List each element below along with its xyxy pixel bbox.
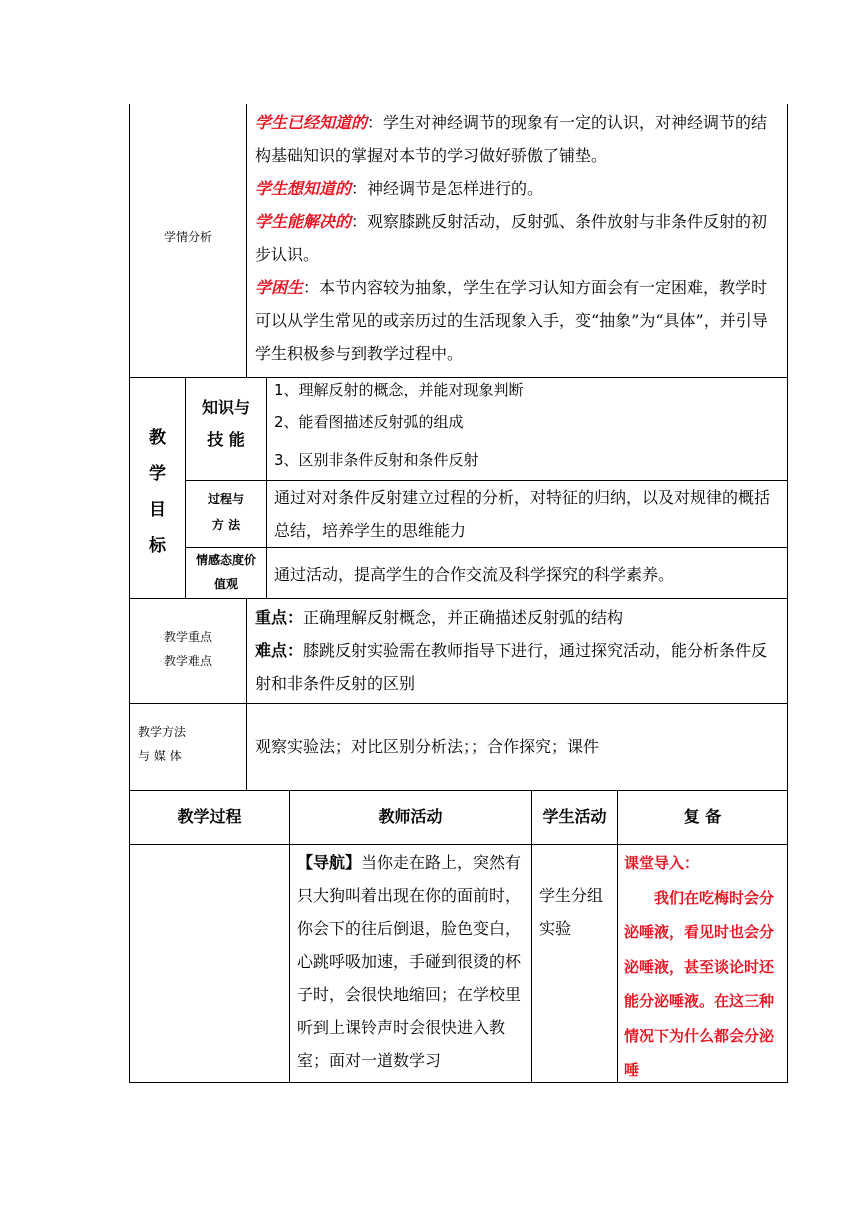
table-row-divider: [129, 598, 787, 599]
knowledge-label: 知识与 技 能: [201, 398, 250, 449]
methods-label: 教学方法 与 媒 体: [138, 725, 187, 763]
knowledge-item: 2、能看图描述反射弧的组成: [274, 413, 464, 431]
emotion-text: 通过活动，提高学生的合作交流及科学探究的科学素养。: [274, 565, 675, 584]
emotion-label: 情感态度价 值观: [195, 553, 256, 591]
can-text: ：观察膝跳反射活动，反射弧、条件放射与非条件反射的初步认识。: [255, 212, 768, 264]
want-paragraph: [255, 172, 781, 205]
methods-text: 观察实验法；对比区别分析法；；合作探究；课件: [255, 737, 600, 756]
want-text: ：神经调节是怎样进行的。: [351, 179, 544, 198]
table-row-divider: [129, 844, 788, 845]
knowledge-item: 1、理解反射的概念，并能对现象判断: [274, 381, 524, 399]
keypoints-label: 教学重点 教学难点: [163, 630, 212, 668]
teacher-nav-label: 【导航】: [297, 853, 362, 872]
known-paragraph: [255, 106, 781, 172]
hard-paragraph: [255, 634, 781, 700]
table-row-divider: [185, 547, 787, 548]
table-divider: [266, 377, 267, 598]
process-label: 过程与 方 法: [207, 492, 244, 532]
table-divider: [246, 598, 247, 790]
header-teacher: 教师活动: [378, 807, 443, 826]
xueqing-label: 学情分析: [163, 230, 212, 244]
diff-label: 学困生: [255, 278, 304, 297]
table-border-top: [129, 790, 788, 791]
table-divider: [289, 790, 290, 1082]
knowledge-item: 3、区别非条件反射和条件反射: [274, 451, 479, 469]
teacher-text: 当你走在路上，突然有只大狗叫着出现在你的面前时，你会下的往后倒退，脸色变白，心跳呼吸加速，手碰到很烫的杯子时，会很快地缩回；在学校里听到上课铃声时会很快进入教室；面对一道数学习: [297, 853, 522, 1070]
diff-text: ：本节内容较为抽象，学生在学习认知方面会有一定困难，教学时可以从学生常见的或亲历过的生活现象入手，变“抽象”为“具体”，并引导学生积极参与到教学过程中。: [255, 278, 768, 363]
hard-label: 难点：: [255, 641, 304, 660]
can-label: 学生能解决的: [255, 212, 352, 231]
table-border-left: [129, 790, 130, 1082]
keypoints-content: [255, 601, 781, 700]
known-text: ：学生对神经调节的现象有一定的认识，对神经调节的结构基础知识的掌握对本节的学习做好骄傲了铺垫。: [255, 113, 768, 165]
key-label: 重点：: [255, 608, 304, 627]
can-paragraph: [255, 205, 781, 271]
knowledge-items: [274, 378, 782, 472]
objectives-label: 教 学 目 标: [149, 428, 166, 556]
process-text: 通过对对条件反射建立过程的分析，对特征的归纳，以及对规律的概括总结，培养学生的思维能力: [274, 488, 771, 540]
review-text: 我们在吃梅时会分泌唾液，看见时也会分泌唾液，甚至谈论时还能分泌唾液。在这三种情况下为什么都会分泌唾: [624, 888, 775, 1079]
want-label: 学生想知道的: [255, 179, 352, 198]
table-border-bottom: [129, 1082, 788, 1083]
key-paragraph: [255, 601, 781, 634]
table-divider: [617, 790, 618, 1082]
xueqing-content: [255, 106, 781, 370]
header-review: 复 备: [683, 807, 722, 826]
table-row-divider: [129, 703, 787, 704]
key-text: 正确理解反射概念，并正确描述反射弧的结构: [303, 608, 624, 627]
review-title: 课堂导入：: [624, 854, 700, 872]
header-student: 学生活动: [542, 807, 607, 826]
table-divider: [246, 104, 247, 377]
known-label: 学生已经知道的: [255, 113, 368, 132]
table-border-right: [787, 104, 788, 790]
table-divider: [531, 790, 532, 1082]
hard-text: 膝跳反射实验需在教师指导下进行，通过探究活动，能分析条件反射和非条件反射的区别: [255, 641, 768, 693]
header-process: 教学过程: [177, 807, 242, 826]
table-border-right: [787, 790, 788, 1082]
review-content: [624, 846, 784, 1080]
teacher-activity: [297, 846, 525, 1080]
diff-paragraph: [255, 271, 781, 370]
student-activity: 学生分组实验: [539, 886, 604, 938]
